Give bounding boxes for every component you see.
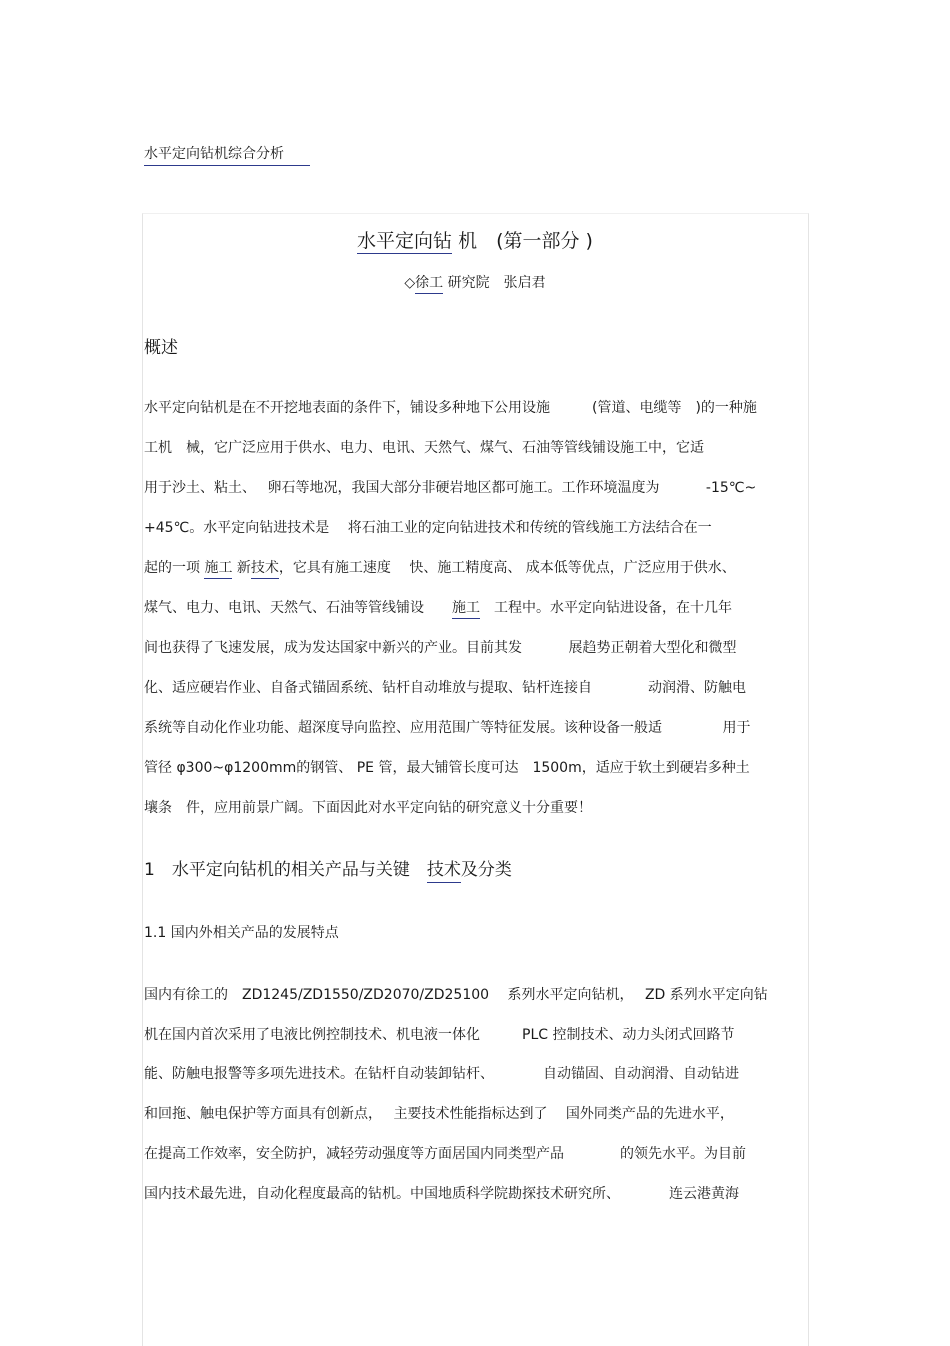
- paragraph-line: 工机 械，它广泛应用于供水、电力、电讯、天然气、煤气、石油等管线铺设施工中，它适: [144, 440, 704, 456]
- paragraph-line: 机在国内首次采用了电液比例控制技术、机电液一体化 PLC 控制技术、动力头闭式回路节: [144, 1027, 735, 1043]
- text-run: ，它具有施工速度 快、施工精度高、 成本低等优点，广泛应用于供水、: [278, 560, 736, 576]
- section-heading-text: 1 水平定向钻机的相关产品与关键: [144, 860, 427, 880]
- diamond-icon: ◇: [404, 275, 416, 291]
- paragraph-line: 管径 φ300~φ1200mm的钢管、 PE 管，最大铺管长度可达 1500m，适应于软土到硬岩多种土: [144, 760, 750, 776]
- link-shigong-2[interactable]: 施工: [452, 600, 480, 619]
- paragraph-line: 用于沙土、粘土、 卵石等地况，我国大部分非硬岩地区都可施工。工作环境温度为 -15℃~: [144, 480, 757, 496]
- overview-heading: 概述: [144, 338, 178, 358]
- paragraph-line: 能、防触电报警等多项先进技术。在钻杆自动装卸钻杆、 自动锚固、自动润滑、自动钻进: [144, 1066, 739, 1082]
- title-word-ji: 机: [458, 230, 478, 252]
- link-jishu[interactable]: 技术: [251, 560, 279, 579]
- subsection-heading-1-1: 1.1 国内外相关产品的发展特点: [144, 925, 339, 941]
- section-heading-text: 及分类: [460, 860, 512, 880]
- text-run: 新: [236, 560, 251, 576]
- header-link[interactable]: 水平定向钻机综合分析: [144, 144, 310, 166]
- paragraph-line: [144, 558, 804, 578]
- text-run: 煤气、电力、电讯、天然气、石油等管线铺设: [144, 600, 452, 616]
- title-part-label: (第一部分 ): [496, 230, 593, 252]
- paragraph-line: 国内技术最先进，自动化程度最高的钻机。中国地质科学院勘探技术研究所、 连云港黄海: [144, 1186, 739, 1202]
- link-jishu-heading[interactable]: 技术: [427, 860, 461, 883]
- paragraph-line: 国内有徐工的 ZD1245/ZD1550/ZD2070/ZD25100 系列水平定向钻机， ZD 系列水平定向钻: [144, 987, 768, 1003]
- text-run: 工程中。水平定向钻进设备，在十几年: [480, 600, 732, 616]
- paragraph-line: 系统等自动化作业功能、超深度导向监控、应用范围广等特征发展。该种设备一般适 用于: [144, 720, 751, 736]
- byline-author: 研究院 张启君: [447, 275, 546, 291]
- paragraph-line: 化、适应硬岩作业、自备式锚固系统、钻杆自动堆放与提取、钻杆连接自 动润滑、防触电: [144, 680, 746, 696]
- paragraph-line: 和回拖、触电保护等方面具有创新点， 主要技术性能指标达到了 国外同类产品的先进水平，: [144, 1106, 734, 1122]
- paragraph-line: +45℃。水平定向钻进技术是 将石油工业的定向钻进技术和传统的管线施工方法结合在一: [144, 520, 712, 536]
- page-title: [0, 227, 950, 255]
- paragraph-line: [144, 598, 804, 618]
- paragraph-line: 间也获得了飞速发展，成为发达国家中新兴的产业。目前其发 展趋势正朝着大型化和微型: [144, 640, 737, 656]
- title-underlined-part: 水平定向钻: [357, 230, 453, 252]
- text-run: 起的一项: [144, 560, 200, 576]
- byline: [0, 273, 950, 293]
- byline-org-link[interactable]: 徐工: [415, 275, 443, 294]
- link-shigong[interactable]: 施工: [204, 560, 232, 579]
- paragraph-line: 壤条 件，应用前景广阔。下面因此对水平定向钻的研究意义十分重要！: [144, 800, 592, 816]
- content-frame: [142, 213, 809, 1346]
- paragraph-line: 在提高工作效率，安全防护，减轻劳动强度等方面居国内同类型产品 的领先水平。为目前: [144, 1146, 746, 1162]
- paragraph-line: 水平定向钻机是在不开挖地表面的条件下，铺设多种地下公用设施 (管道、电缆等 )的一种施: [144, 400, 757, 416]
- section-heading-1: [144, 858, 512, 882]
